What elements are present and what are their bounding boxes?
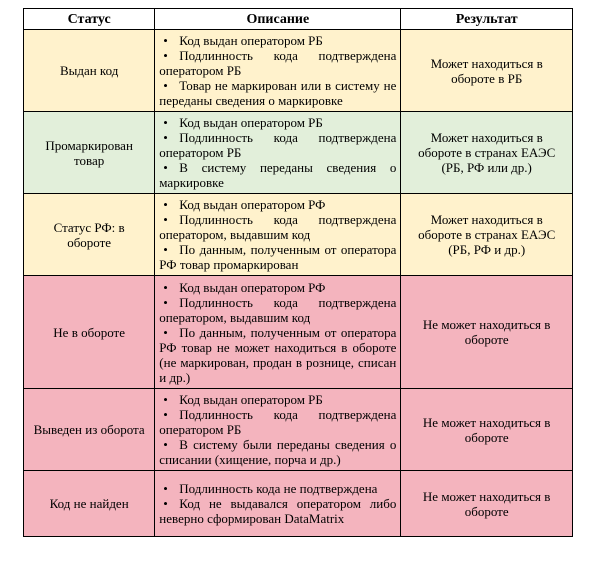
- status-cell: Выведен из оборота: [24, 389, 155, 471]
- status-cell: Статус РФ: в обороте: [24, 194, 155, 276]
- status-cell: Выдан код: [24, 30, 155, 112]
- description-cell: [155, 389, 401, 471]
- description-list: [159, 392, 396, 467]
- description-list: [159, 280, 396, 385]
- header-result: Результат: [401, 9, 573, 30]
- description-list: [159, 115, 396, 190]
- status-cell: Код не найден: [24, 471, 155, 537]
- description-item: • В систему переданы сведения о маркировке: [159, 160, 396, 190]
- status-cell: Не в обороте: [24, 276, 155, 389]
- description-item: • Подлинность кода подтверждена оператором РБ: [159, 407, 396, 437]
- header-row: [24, 9, 573, 30]
- status-table: [23, 8, 573, 537]
- description-item: • Подлинность кода не подтверждена: [159, 481, 396, 496]
- description-cell: [155, 30, 401, 112]
- description-item: • По данным, полученным от оператора РФ товар промаркирован: [159, 242, 396, 272]
- description-item: • Код выдан оператором РФ: [159, 280, 396, 295]
- result-cell: Может находиться в обороте в РБ: [401, 30, 573, 112]
- description-item: • Товар не маркирован или в систему не переданы сведения о маркировке: [159, 78, 396, 108]
- description-cell: [155, 471, 401, 537]
- table-row: [24, 30, 573, 112]
- status-cell: Промаркирован товар: [24, 112, 155, 194]
- header-status: Статус: [24, 9, 155, 30]
- description-item: • Подлинность кода подтверждена оператором РБ: [159, 48, 396, 78]
- description-item: • Код не выдавался оператором либо неверно сформирован DataMatrix: [159, 496, 396, 526]
- description-list: [159, 481, 396, 526]
- result-cell: Не может находиться в обороте: [401, 276, 573, 389]
- description-item: • Код выдан оператором РБ: [159, 33, 396, 48]
- table-row: [24, 471, 573, 537]
- description-cell: [155, 194, 401, 276]
- result-cell: Не может находиться в обороте: [401, 471, 573, 537]
- description-item: • Подлинность кода подтверждена оператором, выдавшим код: [159, 295, 396, 325]
- description-item: • Код выдан оператором РФ: [159, 197, 396, 212]
- description-list: [159, 197, 396, 272]
- description-item: • Код выдан оператором РБ: [159, 115, 396, 130]
- header-description: Описание: [155, 9, 401, 30]
- result-cell: Не может находиться в обороте: [401, 389, 573, 471]
- description-cell: [155, 276, 401, 389]
- result-cell: Может находиться в обороте в странах ЕАЭС (РБ, РФ и др.): [401, 194, 573, 276]
- table-row: [24, 276, 573, 389]
- description-cell: [155, 112, 401, 194]
- table-row: [24, 194, 573, 276]
- table-row: [24, 389, 573, 471]
- description-item: • В систему были переданы сведения о списании (хищение, порча и др.): [159, 437, 396, 467]
- result-cell: Может находиться в обороте в странах ЕАЭС (РБ, РФ или др.): [401, 112, 573, 194]
- description-item: • Подлинность кода подтверждена оператором РБ: [159, 130, 396, 160]
- table-row: [24, 112, 573, 194]
- description-list: [159, 33, 396, 108]
- description-item: • По данным, полученным от оператора РФ товар не может находиться в обороте (не маркирован, продан в рознице, списан и др.): [159, 325, 396, 385]
- description-item: • Подлинность кода подтверждена оператором, выдавшим код: [159, 212, 396, 242]
- description-item: • Код выдан оператором РБ: [159, 392, 396, 407]
